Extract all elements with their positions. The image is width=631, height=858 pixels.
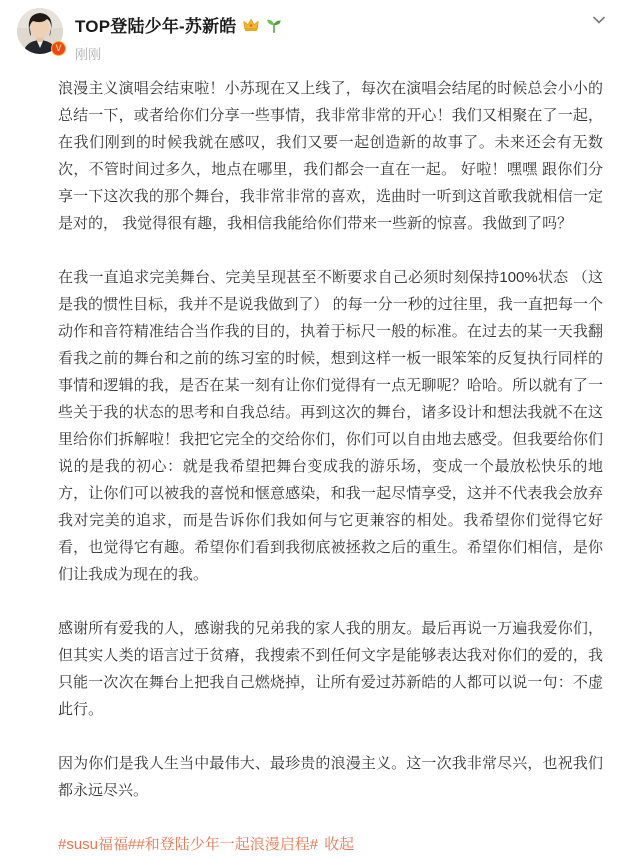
username[interactable]: TOP登陆少年-苏新皓 — [75, 17, 237, 36]
collapse-post-link[interactable]: 收起 — [324, 836, 355, 853]
hashtag-romance-launch[interactable]: #和登陆少年一起浪漫启程# — [136, 836, 319, 853]
timestamp: 刚刚 — [75, 47, 102, 62]
hashtag-susu[interactable]: #susu福福# — [58, 836, 137, 853]
post-paragraph: 因为你们是我人生当中最伟大、最珍贵的浪漫主义。这一次我非常尽兴，也祝我们都永远尽兴。 — [58, 755, 603, 799]
crown-emoji — [242, 16, 260, 34]
post-body — [0, 63, 631, 858]
post-header — [0, 0, 631, 63]
v-verified-badge: V — [51, 41, 66, 56]
seedling-emoji — [265, 16, 283, 34]
name-column — [75, 8, 283, 63]
chevron-down-icon[interactable] — [589, 10, 609, 30]
post-paragraph: 感谢所有爱我的人，感谢我的兄弟我的家人我的朋友。最后再说一万遍我爱你们，但其实人类的语言过于贫瘠，我搜索不到任何文字是能够表达我对你们的爱的，我只能一次次在舞台上把我自己燃烧掉，让所有爱过苏新皓的人都可以说一句：不虚此行。 — [58, 620, 603, 718]
hashtag-line — [58, 831, 603, 858]
avatar[interactable] — [17, 8, 63, 54]
post-paragraph: 在我一直追求完美舞台、完美呈现甚至不断要求自己必须时刻保持100%状态 （这是我的惯性目标，我并不是说我做到了） 的每一分一秒的过往里，我一直把每一个动作和音符精准结合当作我的目的，执着于标尺一般的标准。在过去的某一天我翻看我之前的舞台和之前的练习室的时候，想到这样一板一眼笨笨的反复执行同样的事情和逻辑的我，是否在某一刻有让你们觉得有一点无聊呢？哈哈。所以就有了一些关于我的状态的思考和自我总结。再到这次的舞台，诸多设计和想法我就不在这里给你们拆解啦！我把它完全的交给你们，你们可以自由地去感受。但我要给你们说的是我的初心：就是我希望把舞台变成我的游乐场，变成一个最放松快乐的地方，让你们可以被我的喜悦和惬意感染，和我一起尽情享受，这并不代表我会放弃我对完美的追求，而是告诉你们我如何与它更兼容的相处。我希望你们觉得它好看，也觉得它有趣。希望你们看到我彻底被拯救之后的重生。希望你们相信，是你们让我成为现在的我。 — [58, 269, 603, 583]
post-paragraph: 浪漫主义演唱会结束啦！小苏现在又上线了，每次在演唱会结尾的时候总会小小的总结一下，或者给你们分享一些事情，我非常非常的开心！我们又相聚在了一起，在我们刚到的时候我就在感叹，我们又要一起创造新的故事了。未来还会有无数次，不管时间过多久，地点在哪里，我们都会一直在一起。 好啦！嘿嘿 跟你们分享一下这次我的那个舞台，我非常非常的喜欢，选曲时一听到这首歌我就相信一定是对的， 我觉得很有趣，我相信我能给你们带来一些新的惊喜。我做到了吗？ — [58, 80, 603, 232]
